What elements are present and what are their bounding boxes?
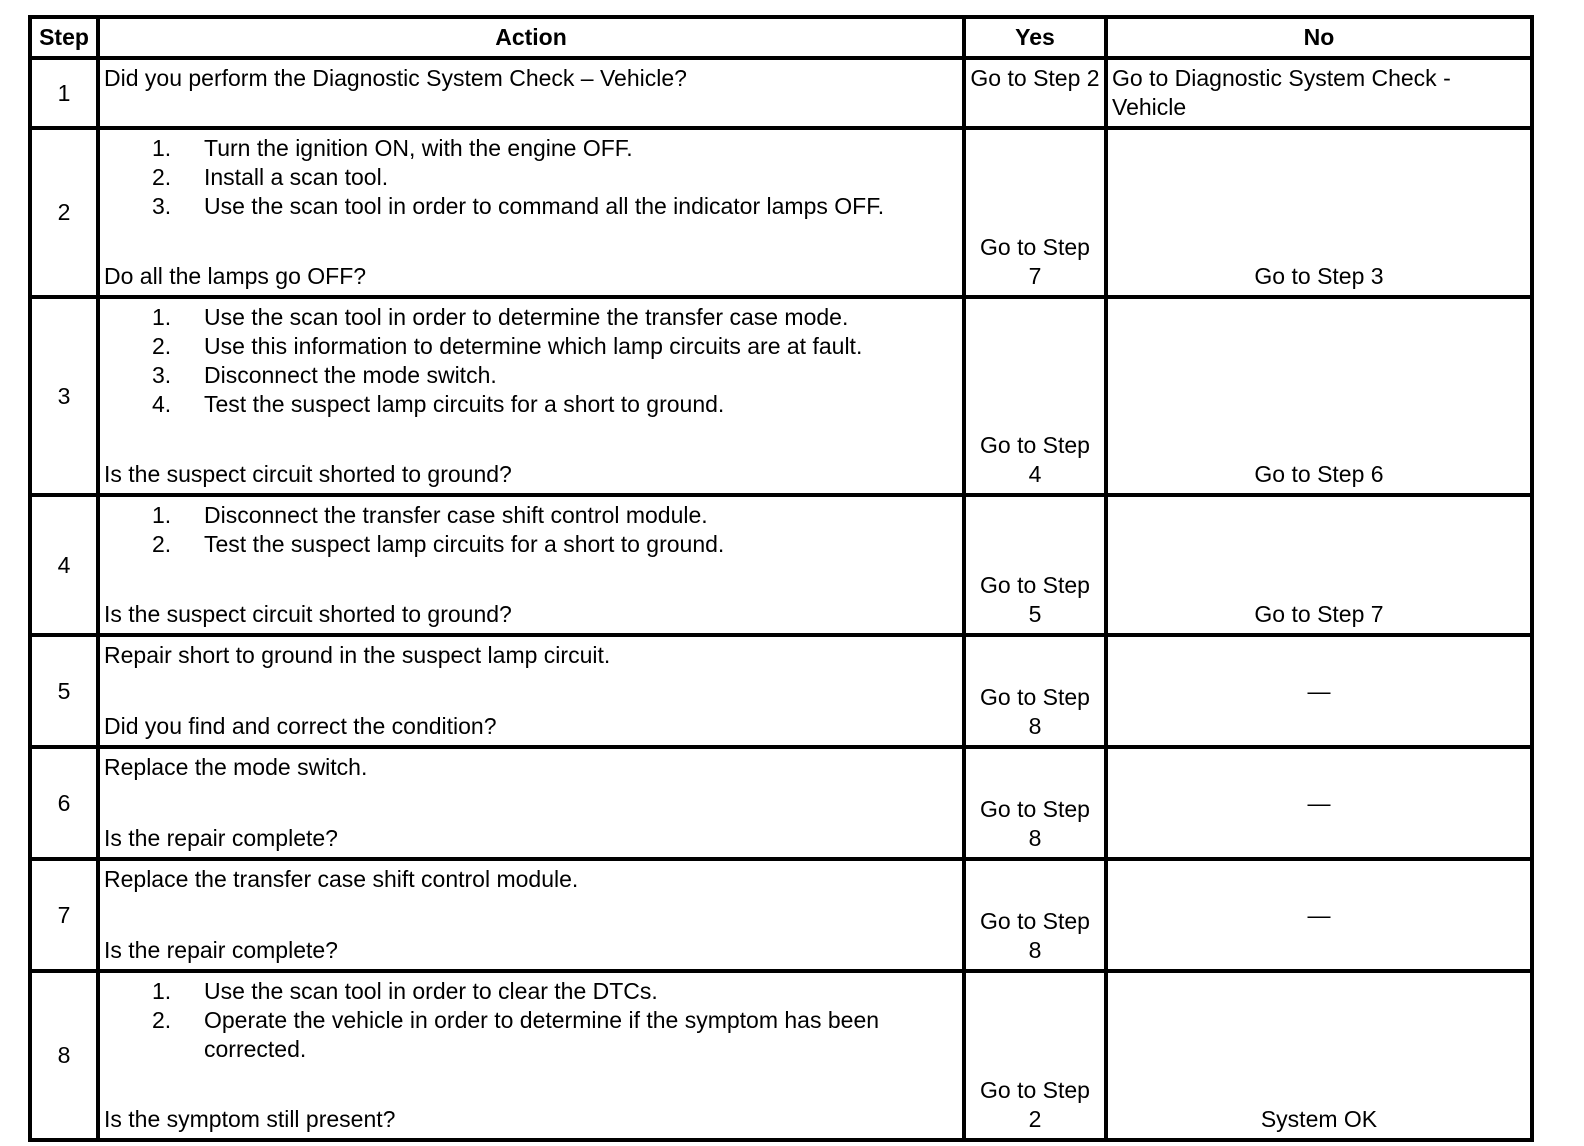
question-text: Is the repair complete? <box>104 937 338 963</box>
table-row <box>30 747 1532 859</box>
yes-result: Go to Step 5 <box>964 495 1106 635</box>
question-text: Is the suspect circuit shorted to ground? <box>104 601 512 627</box>
yes-result: Go to Step 8 <box>964 859 1106 971</box>
action-cell <box>98 859 964 971</box>
list-item: 2. Test the suspect lamp circuits for a short to ground. <box>152 531 725 557</box>
action-text: Repair short to ground in the suspect lamp circuit. <box>104 642 611 668</box>
no-result: Go to Step 3 <box>1106 128 1532 297</box>
table-row <box>30 635 1532 747</box>
instruction-list <box>104 501 958 559</box>
header-no: No <box>1106 17 1532 58</box>
action-cell <box>98 297 964 495</box>
instruction-list <box>104 303 958 419</box>
list-item: 1. Use the scan tool in order to clear the DTCs. <box>152 978 658 1004</box>
question-text: Do all the lamps go OFF? <box>104 263 367 289</box>
header-step: Step <box>30 17 98 58</box>
header-yes: Yes <box>964 17 1106 58</box>
question-text: Is the symptom still present? <box>104 1106 396 1132</box>
instruction-list <box>104 977 958 1064</box>
question-text: Is the repair complete? <box>104 825 338 851</box>
table-row <box>30 58 1532 128</box>
list-item: 2. Install a scan tool. <box>152 164 389 190</box>
step-number: 4 <box>30 495 98 635</box>
table-row <box>30 971 1532 1140</box>
list-item: 1. Disconnect the transfer case shift control module. <box>152 502 708 528</box>
no-result: — <box>1106 747 1532 859</box>
yes-result: Go to Step 7 <box>964 128 1106 297</box>
question-text: Did you perform the Diagnostic System Check – Vehicle? <box>104 65 687 91</box>
action-cell <box>98 128 964 297</box>
action-cell <box>98 58 964 128</box>
step-number: 8 <box>30 971 98 1140</box>
question-text: Is the suspect circuit shorted to ground? <box>104 461 512 487</box>
action-text: Replace the transfer case shift control module. <box>104 866 579 892</box>
step-number: 2 <box>30 128 98 297</box>
no-result: Go to Diagnostic System Check - Vehicle <box>1106 58 1532 128</box>
step-number: 1 <box>30 58 98 128</box>
list-item: 1. Turn the ignition ON, with the engine OFF. <box>152 135 633 161</box>
table-row <box>30 128 1532 297</box>
header-action: Action <box>98 17 964 58</box>
yes-result: Go to Step 8 <box>964 635 1106 747</box>
no-result: Go to Step 6 <box>1106 297 1532 495</box>
header-row <box>30 17 1532 58</box>
action-cell <box>98 747 964 859</box>
list-item: 2. Use this information to determine which lamp circuits are at fault. <box>152 333 863 359</box>
list-item: 2. Operate the vehicle in order to determine if the symptom has been corrected. <box>152 1007 880 1062</box>
list-item: 1. Use the scan tool in order to determine the transfer case mode. <box>152 304 849 330</box>
no-result: — <box>1106 859 1532 971</box>
no-result: — <box>1106 635 1532 747</box>
diagnostic-table <box>28 15 1534 1142</box>
list-item: 3. Use the scan tool in order to command all the indicator lamps OFF. <box>152 193 885 219</box>
list-item: 3. Disconnect the mode switch. <box>152 362 497 388</box>
step-number: 5 <box>30 635 98 747</box>
table-row <box>30 859 1532 971</box>
action-cell <box>98 971 964 1140</box>
step-number: 6 <box>30 747 98 859</box>
table-row <box>30 297 1532 495</box>
list-item: 4. Test the suspect lamp circuits for a short to ground. <box>152 391 725 417</box>
step-number: 7 <box>30 859 98 971</box>
no-result: System OK <box>1106 971 1532 1140</box>
instruction-list <box>104 134 958 221</box>
action-text: Replace the mode switch. <box>104 754 368 780</box>
yes-result: Go to Step 8 <box>964 747 1106 859</box>
table-row <box>30 495 1532 635</box>
yes-result: Go to Step 2 <box>964 58 1106 128</box>
action-cell <box>98 495 964 635</box>
yes-result: Go to Step 2 <box>964 971 1106 1140</box>
question-text: Did you find and correct the condition? <box>104 713 497 739</box>
yes-result: Go to Step 4 <box>964 297 1106 495</box>
no-result: Go to Step 7 <box>1106 495 1532 635</box>
step-number: 3 <box>30 297 98 495</box>
action-cell <box>98 635 964 747</box>
